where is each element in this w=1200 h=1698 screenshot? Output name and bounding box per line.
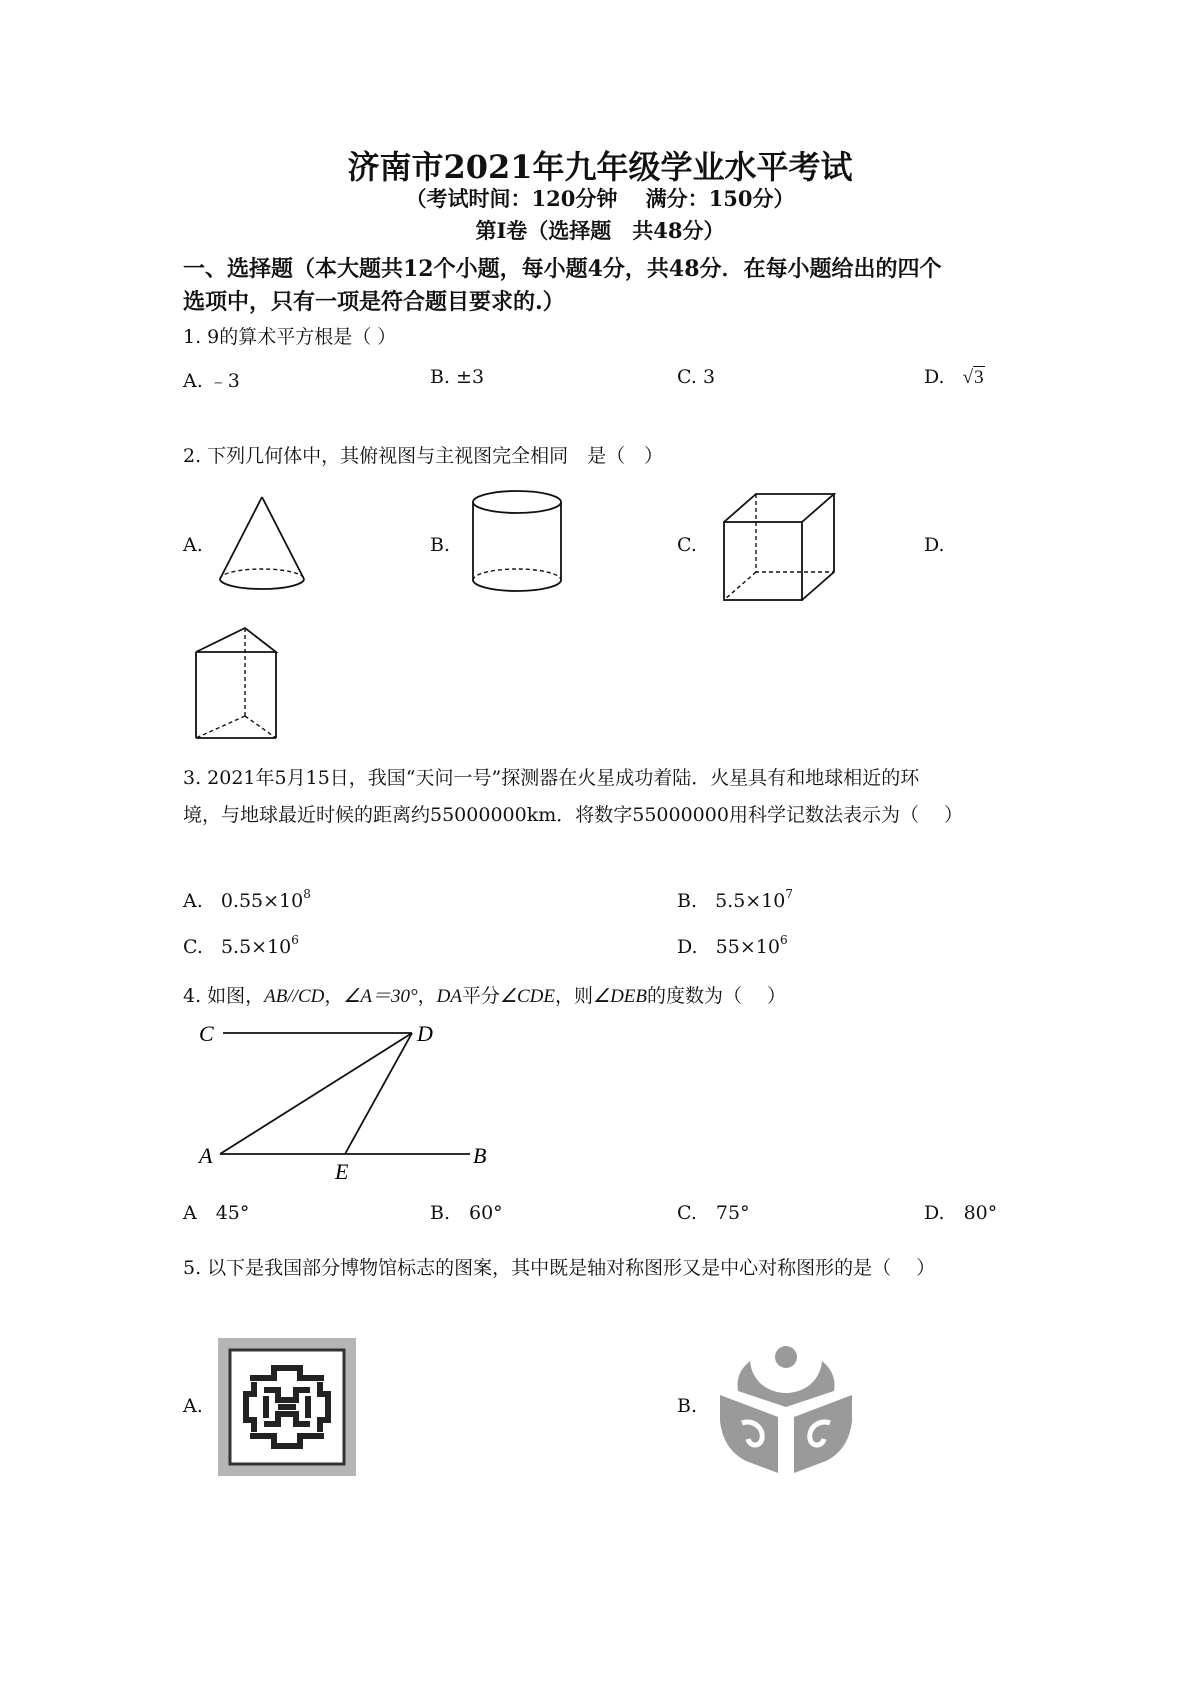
- q4-geometry-figure: [195, 1015, 495, 1184]
- q3-option-b-exp: 7: [785, 887, 794, 901]
- q2-option-c: C.: [677, 534, 697, 556]
- cone-icon: [215, 494, 315, 594]
- q3-option-a-exp: 8: [303, 887, 311, 901]
- q4-stem-sep2: ，: [417, 985, 437, 1007]
- q3-option-c-exp: 6: [291, 933, 299, 947]
- volume-heading: 第Ⅰ卷（选择题 共48分）: [475, 218, 725, 243]
- point-c-label: C: [199, 1021, 214, 1046]
- q2-option-d: D.: [924, 534, 945, 556]
- q4-stem-angle-a: ∠A＝30°: [343, 986, 418, 1007]
- q4-stem-angle-deb: ∠DEB: [593, 986, 647, 1007]
- section-heading-line1: 一、选择题（本大题共12个小题，每小题4分，共48分．在每小题给出的四个: [183, 256, 942, 282]
- q3-stem-line1: 3. 2021年5月15日，我国“天问一号”探测器在火星成功着陆．火星具有和地球相近的环: [183, 767, 920, 789]
- q1-option-b: B. ±3: [430, 366, 485, 388]
- q1-stem: 1. 9的算术平方根是（ ）: [183, 326, 397, 348]
- point-b-label: B: [473, 1143, 487, 1168]
- cube-icon: [720, 490, 850, 605]
- q3-option-b-label: B.: [677, 890, 698, 912]
- q3-option-c-base: 5.5×10: [220, 936, 292, 958]
- line-ad: [220, 1033, 412, 1154]
- q3-option-d-base: 55×10: [715, 936, 780, 958]
- q4-stem-prefix: 4. 如图，: [183, 985, 265, 1007]
- q4-stem-mid: 平分: [461, 985, 500, 1007]
- q4-option-a: A 45°: [183, 1202, 250, 1224]
- line-ed: [345, 1033, 412, 1154]
- point-a-label: A: [199, 1143, 213, 1168]
- point-e-label: E: [335, 1159, 349, 1184]
- q4-option-d: D. 80°: [924, 1202, 998, 1224]
- point-d-label: D: [417, 1021, 433, 1046]
- q4-stem-parallel: AB//CD: [264, 986, 325, 1007]
- q1-option-d: [924, 366, 985, 389]
- q4-stem: [183, 981, 786, 1008]
- sqrt-icon: √: [962, 367, 974, 388]
- q5-stem: 5. 以下是我国部分博物馆标志的图案，其中既是轴对称图形又是中心对称图形的是（ ）: [183, 1257, 936, 1279]
- q3-option-d-exp: 6: [779, 933, 788, 947]
- triangular-prism-icon: [192, 624, 282, 744]
- q1-option-d-label: D.: [924, 366, 945, 388]
- exam-info: （考试时间：120分钟 满分：150分）: [405, 186, 795, 211]
- q4-stem-angle-cde: ∠CDE: [499, 986, 556, 1007]
- q3-option-a: [183, 887, 311, 912]
- q2-option-a: A.: [183, 534, 203, 556]
- q3-option-d: [677, 933, 788, 958]
- q5-option-b: B.: [677, 1395, 698, 1417]
- q1-option-c: C. 3: [677, 366, 716, 388]
- q4-option-c: C. 75°: [677, 1202, 750, 1224]
- q2-option-b: B.: [430, 534, 451, 556]
- q3-option-c-label: C.: [183, 936, 203, 958]
- q4-option-b: B. 60°: [430, 1202, 503, 1224]
- q4-stem-sep1: ，: [324, 985, 344, 1007]
- q3-option-b: [677, 887, 794, 912]
- museum-logo-a-icon: [218, 1338, 356, 1476]
- cylinder-icon: [465, 488, 575, 598]
- q3-option-b-base: 5.5×10: [715, 890, 786, 912]
- q5-option-a: A.: [183, 1395, 203, 1417]
- q1-option-d-radicand: 3: [974, 367, 984, 388]
- q2-stem: 2. 下列几何体中，其俯视图与主视图完全相同 是（ ）: [183, 445, 664, 467]
- q4-stem-mid2: ，则: [555, 985, 594, 1007]
- q3-option-a-label: A.: [183, 890, 203, 912]
- museum-logo-b-icon: [712, 1335, 862, 1475]
- section-heading-line2: 选项中，只有一项是符合题目要求的.）: [183, 289, 565, 315]
- q3-option-d-label: D.: [677, 936, 698, 958]
- q4-stem-da: DA: [436, 986, 462, 1007]
- q4-stem-end: 的度数为（ ）: [647, 985, 787, 1007]
- exam-title: 济南市2021年九年级学业水平考试: [347, 148, 853, 186]
- q1-option-a: A. ﹣3: [183, 370, 240, 392]
- q3-stem-line2: 境，与地球最近时候的距离约55000000km．将数字55000000用科学记数法表示为（ ）: [183, 804, 963, 826]
- q3-option-a-base: 0.55×10: [220, 890, 304, 912]
- q3-option-c: [183, 933, 299, 958]
